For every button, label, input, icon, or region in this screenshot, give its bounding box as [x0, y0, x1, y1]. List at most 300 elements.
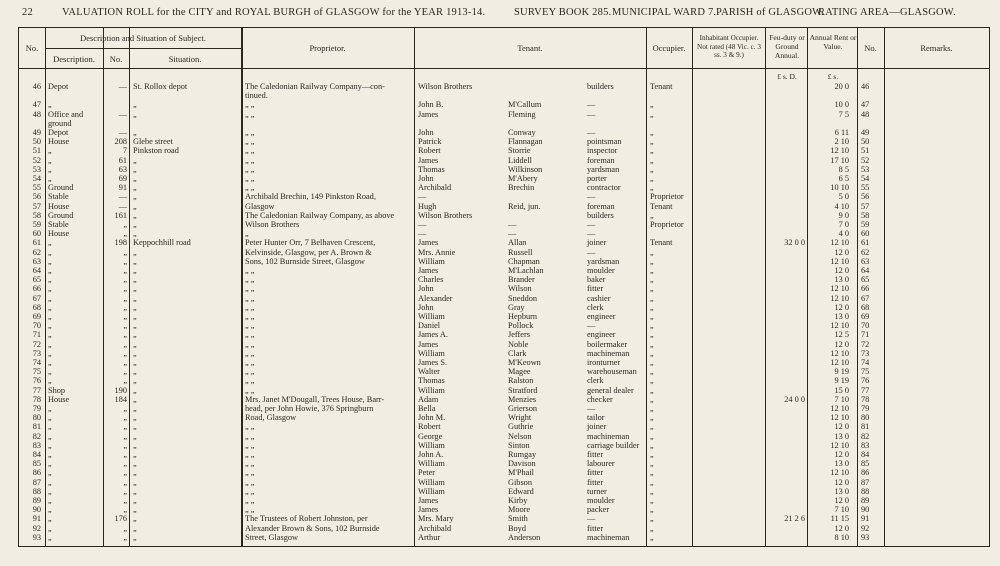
- row-occupier: „: [650, 394, 654, 404]
- row-tenant-first: James: [418, 155, 439, 165]
- row-situation: „: [133, 183, 137, 193]
- row-occupation: warehouseman: [587, 367, 637, 377]
- row-situation: „: [133, 128, 137, 137]
- row-proprietor: „ „: [245, 422, 255, 432]
- row-tenant-first: —: [418, 220, 427, 229]
- table-row: [19, 441, 989, 450]
- row-occupier: Tenant: [650, 238, 673, 248]
- row-number: 88: [32, 486, 41, 496]
- row-occupier: „: [650, 164, 654, 174]
- table-row: [19, 330, 989, 339]
- row-tenant-first: William: [418, 348, 445, 358]
- col-number: No.: [109, 54, 123, 64]
- row-number-right: 54: [861, 174, 870, 183]
- row-rent: 12 10: [830, 468, 849, 478]
- row-tenant-surname: Clark: [508, 348, 527, 358]
- row-proprietor: „: [245, 229, 249, 239]
- table-row: [19, 119, 989, 128]
- row-occupier: „: [650, 256, 654, 266]
- row-occupier: „: [650, 459, 654, 469]
- row-situation: „: [133, 440, 137, 450]
- row-description: „: [48, 238, 52, 248]
- row-number-right: 75: [861, 367, 870, 377]
- survey-book: SURVEY BOOK 285.: [514, 7, 612, 18]
- row-house-number: „: [123, 256, 127, 266]
- row-occupation: —: [587, 321, 596, 331]
- row-occupation: engineer: [587, 312, 616, 321]
- row-occupation: joiner: [587, 238, 607, 248]
- row-rent: 7 0: [838, 220, 849, 229]
- row-tenant-surname: M'Keown: [508, 358, 541, 367]
- row-proprietor: Road, Glasgow: [245, 413, 297, 423]
- page-number: 22: [22, 7, 33, 18]
- row-rent: 12 10: [830, 321, 849, 331]
- row-situation: Glebe street: [133, 137, 173, 147]
- row-description: „: [48, 174, 52, 183]
- row-proprietor: „ „: [245, 486, 255, 496]
- table-row: [19, 386, 989, 395]
- row-description: „: [48, 523, 52, 533]
- row-tenant-surname: —: [508, 229, 517, 239]
- table-row: [19, 275, 989, 284]
- row-tenant-first: George: [418, 431, 443, 441]
- table-row: [19, 220, 989, 229]
- table-row: [19, 358, 989, 367]
- row-number-right: 48: [861, 109, 870, 119]
- row-tenant-surname: Ralston: [508, 376, 534, 386]
- row-occupation: ironturner: [587, 358, 621, 367]
- row-occupier: „: [650, 431, 654, 441]
- row-number: 68: [32, 302, 41, 312]
- row-description: Office and: [48, 109, 84, 119]
- row-description: „: [48, 496, 52, 505]
- row-occupation: yardsman: [587, 256, 620, 266]
- row-description: „: [48, 146, 52, 156]
- row-occupation: turner: [587, 486, 607, 496]
- row-description: „: [48, 404, 52, 413]
- col-feu: Feu-duty or Ground Annual.: [769, 33, 805, 60]
- row-tenant-first: Bella: [418, 404, 436, 413]
- row-tenant-surname: Wilson: [508, 284, 532, 294]
- row-occupier: „: [650, 266, 654, 275]
- row-tenant-surname: Magee: [508, 367, 531, 377]
- row-proprietor: „ „: [245, 496, 255, 505]
- row-number: 61: [32, 238, 41, 248]
- row-situation: Pinkston road: [133, 146, 179, 156]
- row-occupier: „: [650, 514, 654, 524]
- row-occupation: yardsman: [587, 164, 620, 174]
- row-number-right: 65: [861, 275, 870, 285]
- row-number: 74: [32, 358, 41, 367]
- row-tenant-surname: Guthrie: [508, 422, 534, 432]
- table-row: [19, 321, 989, 330]
- row-rent: 4 10: [834, 201, 849, 211]
- table-row: [19, 349, 989, 358]
- row-proprietor: „ „: [245, 312, 255, 321]
- row-number: 64: [32, 266, 41, 275]
- row-proprietor: „ „: [245, 293, 255, 303]
- row-tenant-first: James: [418, 339, 439, 349]
- row-number-right: 57: [861, 201, 870, 211]
- row-tenant-first: Charles: [418, 275, 444, 285]
- row-house-number: 69: [118, 174, 127, 183]
- row-proprietor: „ „: [245, 431, 255, 441]
- row-house-number: „: [123, 348, 127, 358]
- row-number: 73: [32, 348, 41, 358]
- table-row: [19, 533, 989, 542]
- roll-title: VALUATION ROLL for the CITY and ROYAL BURGH of GLASGOW for the YEAR 1913-14.: [62, 7, 486, 18]
- row-number-right: 68: [861, 302, 870, 312]
- table-row: [19, 376, 989, 385]
- row-number: 46: [32, 82, 41, 91]
- row-number: 78: [32, 394, 41, 404]
- table-row: [19, 468, 989, 477]
- row-occupation: —: [587, 229, 596, 239]
- row-house-number: 198: [114, 238, 127, 248]
- feu-units: £ s. D.: [777, 72, 797, 81]
- row-tenant-first: William: [418, 459, 445, 469]
- row-description: „: [48, 532, 52, 542]
- row-house-number: „: [123, 431, 127, 441]
- row-occupier: „: [650, 496, 654, 505]
- row-proprietor: tinued.: [245, 91, 268, 101]
- row-house-number: „: [123, 284, 127, 294]
- row-tenant-surname: Gray: [508, 302, 525, 312]
- row-number-right: 47: [861, 100, 870, 110]
- row-occupation: clerk: [587, 376, 604, 386]
- row-tenant-first: John B.: [418, 100, 444, 110]
- row-tenant-first: —: [418, 192, 427, 202]
- row-occupier: „: [650, 321, 654, 331]
- row-occupation: cashier: [587, 293, 611, 303]
- table-row: [19, 183, 989, 192]
- row-number-right: 64: [861, 266, 870, 275]
- row-number-right: 93: [861, 532, 870, 542]
- row-occupation: tailor: [587, 413, 605, 423]
- row-description: House: [48, 137, 70, 147]
- row-description: „: [48, 450, 52, 459]
- row-proprietor: „ „: [245, 440, 255, 450]
- row-rent: 12 0: [834, 422, 849, 432]
- row-number: 87: [32, 477, 41, 487]
- row-situation: „: [133, 532, 137, 542]
- row-proprietor: The Trustees of Robert Johnston, per: [245, 514, 368, 524]
- row-tenant-surname: M'Callum: [508, 100, 542, 110]
- col-no: No.: [25, 43, 39, 53]
- row-number-right: 51: [861, 146, 870, 156]
- row-rent: 12 10: [830, 358, 849, 367]
- row-number-right: 86: [861, 468, 870, 478]
- row-description: ground: [48, 118, 72, 128]
- row-house-number: „: [123, 486, 127, 496]
- row-tenant-surname: Brander: [508, 275, 535, 285]
- row-situation: „: [133, 256, 137, 266]
- row-tenant-first: James S.: [418, 358, 448, 367]
- table-row: [19, 478, 989, 487]
- row-description: House: [48, 394, 70, 404]
- row-description: „: [48, 477, 52, 487]
- row-number-right: 78: [861, 394, 870, 404]
- row-tenant-surname: Reid, jun.: [508, 201, 541, 211]
- row-tenant-surname: Liddell: [508, 155, 532, 165]
- row-description: „: [48, 302, 52, 312]
- row-occupation: boilermaker: [587, 339, 628, 349]
- row-occupier: „: [650, 468, 654, 478]
- table-row: [19, 284, 989, 293]
- row-situation: „: [133, 376, 137, 386]
- row-number-right: 80: [861, 413, 870, 423]
- row-description: Shop: [48, 385, 66, 395]
- row-occupier: „: [650, 413, 654, 423]
- row-house-number: „: [123, 459, 127, 469]
- row-tenant-first: William: [418, 385, 445, 395]
- row-proprietor: „ „: [245, 284, 255, 294]
- row-house-number: „: [123, 321, 127, 331]
- row-tenant-surname: Storrie: [508, 146, 531, 156]
- row-number-right: 89: [861, 496, 870, 505]
- table-row: [19, 432, 989, 441]
- row-number: 55: [32, 183, 41, 193]
- row-rent: 13 0: [834, 312, 849, 321]
- rent-units: £ s.: [827, 72, 839, 81]
- row-rent: 12 10: [830, 293, 849, 303]
- row-description: Stable: [48, 220, 69, 229]
- row-house-number: „: [123, 302, 127, 312]
- row-tenant-first: William: [418, 256, 445, 266]
- row-house-number: 91: [118, 183, 127, 193]
- row-rent: 13 0: [834, 275, 849, 285]
- row-tenant-surname: —: [508, 220, 517, 229]
- row-proprietor: „ „: [245, 174, 255, 183]
- row-proprietor: Wilson Brothers: [245, 220, 300, 229]
- row-rent: 12 10: [830, 284, 849, 294]
- row-occupation: labourer: [587, 459, 615, 469]
- row-number: 54: [32, 174, 41, 183]
- row-house-number: „: [123, 450, 127, 459]
- row-tenant-first: Wilson Brothers: [418, 82, 473, 91]
- row-number-right: 92: [861, 523, 870, 533]
- row-rent: 13 0: [834, 486, 849, 496]
- row-tenant-first: Arthur: [418, 532, 441, 542]
- row-situation: „: [133, 284, 137, 294]
- table-row: [19, 192, 989, 201]
- row-number-right: 63: [861, 256, 870, 266]
- row-tenant-first: James: [418, 505, 439, 515]
- table-row: [19, 82, 989, 91]
- row-proprietor: „ „: [245, 385, 255, 395]
- row-number: 49: [32, 128, 41, 137]
- row-description: „: [48, 164, 52, 174]
- row-occupier: Proprietor: [650, 192, 684, 202]
- row-house-number: „: [123, 358, 127, 367]
- row-house-number: „: [123, 413, 127, 423]
- row-number-right: 61: [861, 238, 870, 248]
- row-number: 75: [32, 367, 41, 377]
- row-house-number: 176: [114, 514, 127, 524]
- row-tenant-first: Wilson Brothers: [418, 210, 473, 220]
- row-occupation: —: [587, 514, 596, 524]
- row-proprietor: Mrs. Janet M'Dougall, Trees House, Barr-: [245, 394, 385, 404]
- row-description: „: [48, 422, 52, 432]
- row-tenant-first: William: [418, 312, 445, 321]
- row-number: 84: [32, 450, 41, 459]
- row-number: 79: [32, 404, 41, 413]
- table-row: [19, 413, 989, 422]
- row-occupation: checker: [587, 394, 613, 404]
- row-house-number: „: [123, 505, 127, 515]
- row-situation: „: [133, 486, 137, 496]
- table-row: [19, 524, 989, 533]
- row-occupier: „: [650, 523, 654, 533]
- row-number: 81: [32, 422, 41, 432]
- row-tenant-first: William: [418, 486, 445, 496]
- table-row: [19, 156, 989, 165]
- row-rent: 8 10: [834, 532, 849, 542]
- row-tenant-surname: Pollock: [508, 321, 534, 331]
- row-house-number: 161: [114, 210, 127, 220]
- row-tenant-surname: M'Abery: [508, 174, 538, 183]
- row-proprietor: „ „: [245, 109, 255, 119]
- row-house-number: 208: [114, 137, 127, 147]
- row-situation: „: [133, 321, 137, 331]
- row-house-number: „: [123, 266, 127, 275]
- row-tenant-surname: Moore: [508, 505, 531, 515]
- row-tenant-surname: Kirby: [508, 496, 528, 505]
- row-house-number: „: [123, 532, 127, 542]
- row-tenant-surname: Stratford: [508, 385, 538, 395]
- row-description: „: [48, 514, 52, 524]
- row-number-right: 49: [861, 128, 870, 137]
- row-occupier: „: [650, 505, 654, 515]
- row-proprietor: Peter Hunter Orr, 7 Belhaven Crescent,: [245, 238, 376, 248]
- col-no2: No.: [864, 43, 877, 53]
- row-occupier: „: [650, 109, 654, 119]
- row-number: 71: [32, 330, 41, 340]
- row-tenant-surname: Edward: [508, 486, 534, 496]
- row-number: 82: [32, 431, 41, 441]
- row-tenant-surname: Chapman: [508, 256, 540, 266]
- row-rent: 12 0: [834, 523, 849, 533]
- row-tenant-first: John A.: [418, 450, 444, 459]
- row-occupier: „: [650, 275, 654, 285]
- row-occupier: „: [650, 155, 654, 165]
- row-tenant-surname: Sinton: [508, 440, 530, 450]
- row-situation: „: [133, 339, 137, 349]
- row-rent: 10 10: [830, 183, 849, 193]
- row-occupier: „: [650, 100, 654, 110]
- row-tenant-first: James: [418, 496, 439, 505]
- row-rent: 12 10: [830, 404, 849, 413]
- row-rent: 12 10: [830, 256, 849, 266]
- row-tenant-surname: Flannagan: [508, 137, 543, 147]
- row-number: 67: [32, 293, 41, 303]
- row-number: 91: [32, 514, 41, 524]
- row-rent: 12 10: [830, 348, 849, 358]
- table-row: [19, 100, 989, 109]
- table-row: [19, 266, 989, 275]
- row-house-number: —: [118, 82, 127, 91]
- row-tenant-surname: Jeffers: [508, 330, 530, 340]
- row-occupation: —: [587, 109, 596, 119]
- row-description: „: [48, 348, 52, 358]
- row-situation: „: [133, 312, 137, 321]
- row-situation: „: [133, 505, 137, 515]
- row-occupation: contractor: [587, 183, 621, 193]
- row-description: Depot: [48, 128, 69, 137]
- row-description: „: [48, 376, 52, 386]
- row-rent: 9 19: [834, 376, 849, 386]
- row-tenant-surname: Wright: [508, 413, 532, 423]
- row-number-right: 66: [861, 284, 870, 294]
- table-row: [19, 367, 989, 376]
- row-tenant-first: Thomas: [418, 164, 445, 174]
- row-number: 66: [32, 284, 41, 294]
- row-number: 50: [32, 137, 41, 147]
- row-occupation: baker: [587, 275, 606, 285]
- row-situation: „: [133, 100, 137, 110]
- row-rent: 6 5: [838, 174, 849, 183]
- row-occupier: Proprietor: [650, 220, 684, 229]
- row-number: 76: [32, 376, 41, 386]
- row-tenant-first: Archibald: [418, 183, 452, 193]
- row-description: „: [48, 293, 52, 303]
- row-number-right: 74: [861, 358, 870, 367]
- row-situation: „: [133, 220, 137, 229]
- row-house-number: „: [123, 275, 127, 285]
- row-occupier: „: [650, 312, 654, 321]
- row-number-right: 88: [861, 486, 870, 496]
- row-house-number: —: [118, 201, 127, 211]
- row-description: „: [48, 486, 52, 496]
- row-description: „: [48, 459, 52, 469]
- row-proprietor: „ „: [245, 330, 255, 340]
- row-proprietor: „ „: [245, 321, 255, 331]
- row-occupation: foreman: [587, 201, 615, 211]
- row-situation: „: [133, 210, 137, 220]
- row-number: 69: [32, 312, 41, 321]
- row-occupier: „: [650, 330, 654, 340]
- row-proprietor: Glasgow: [245, 201, 275, 211]
- row-situation: „: [133, 192, 137, 202]
- row-occupier: „: [650, 146, 654, 156]
- row-proprietor: Sons, 102 Burnside Street, Glasgow: [245, 256, 365, 266]
- row-tenant-first: Mrs. Mary: [418, 514, 454, 524]
- valuation-table: [18, 27, 990, 547]
- row-proprietor: „ „: [245, 468, 255, 478]
- row-occupation: —: [587, 220, 596, 229]
- row-rent: 12 10: [830, 238, 849, 248]
- row-proprietor: „ „: [245, 358, 255, 367]
- row-description: „: [48, 468, 52, 478]
- row-occupation: fitter: [587, 468, 604, 478]
- row-rent: 6 11: [834, 128, 849, 137]
- row-tenant-surname: Allan: [508, 238, 527, 248]
- row-tenant-first: Robert: [418, 422, 441, 432]
- row-occupation: carriage builder: [587, 440, 640, 450]
- row-description: „: [48, 505, 52, 515]
- row-occupier: „: [650, 440, 654, 450]
- table-row: [19, 174, 989, 183]
- row-situation: „: [133, 109, 137, 119]
- row-occupier: „: [650, 348, 654, 358]
- row-rent: 7 10: [834, 505, 849, 515]
- row-occupation: packer: [587, 505, 610, 515]
- row-rent: 7 5: [838, 109, 849, 119]
- row-occupier: „: [650, 376, 654, 386]
- row-number: 52: [32, 155, 41, 165]
- row-number: 70: [32, 321, 41, 331]
- row-tenant-surname: M'Phail: [508, 468, 534, 478]
